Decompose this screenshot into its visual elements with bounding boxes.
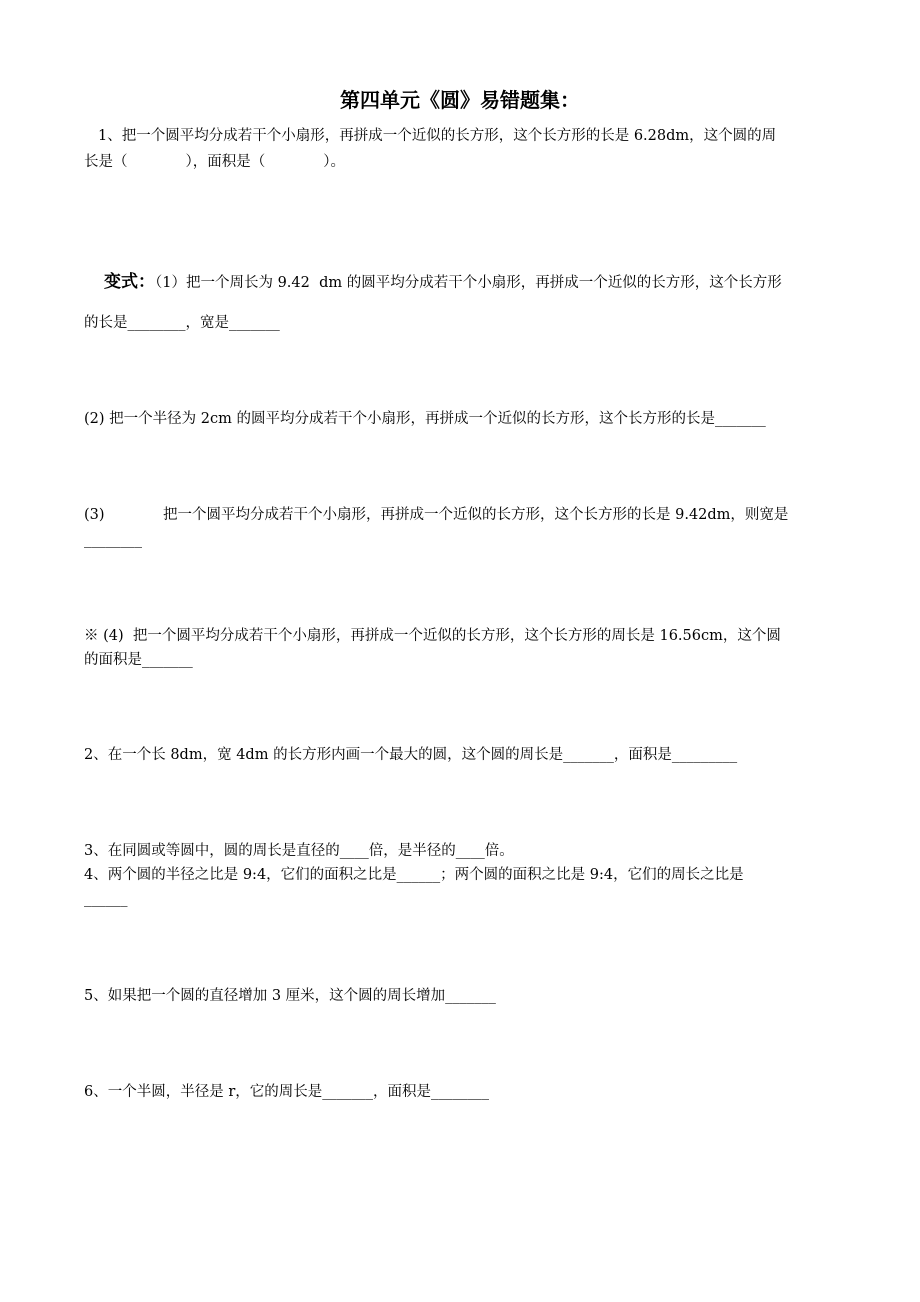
variant-1-line-1 [104, 272, 782, 293]
variant-3-line-2: ________ [84, 532, 142, 548]
question-1-line-1: 1、把一个圆平均分成若干个小扇形，再拼成一个近似的长方形，这个长方形的长是 6.28dm，这个圆的周 [98, 128, 777, 144]
page-title: 第四单元《圆》易错题集： [340, 88, 580, 112]
question-3-line-1: 3、在同圆或等圆中，圆的周长是直径的____倍，是半径的____倍。 [84, 843, 514, 859]
variant-3-line-1: 把一个圆平均分成若干个小扇形，再拼成一个近似的长方形，这个长方形的长是 9.42dm，则宽是 [163, 507, 789, 523]
question-4-line-2: ______ [84, 891, 128, 907]
variant-label: 变式： [104, 272, 155, 292]
variant-2-line-1: (2) 把一个半径为 2cm 的圆平均分成若干个小扇形，再拼成一个近似的长方形，这个长方形的长是_______ [84, 411, 766, 427]
question-4-line-1: 4、两个圆的半径之比是 9:4，它们的面积之比是______；两个圆的面积之比是 9:4，它们的周长之比是 [84, 867, 744, 883]
question-1-line-2: 长是（ ），面积是（ ）。 [84, 154, 345, 170]
variant-3-number: (3) [84, 507, 105, 523]
variant-4-line-2: 的面积是_______ [84, 652, 193, 668]
question-5-line-1: 5、如果把一个圆的直径增加 3 厘米，这个圆的周长增加_______ [84, 988, 496, 1004]
variant-4-line-1: ※ (4) 把一个圆平均分成若干个小扇形，再拼成一个近似的长方形，这个长方形的周长是 16.56cm，这个圆 [84, 628, 781, 644]
question-6-line-1: 6、一个半圆，半径是 r，它的周长是_______，面积是________ [84, 1084, 490, 1100]
question-2-line-1: 2、在一个长 8dm，宽 4dm 的长方形内画一个最大的圆，这个圆的周长是_______，面积是_________ [84, 747, 738, 763]
variant-1-line-2: 的长是________，宽是_______ [84, 315, 280, 331]
variant-1-text: （1）把一个周长为 9.42 dm 的圆平均分成若干个小扇形，再拼成一个近似的长方形，这个长方形 [155, 275, 782, 291]
